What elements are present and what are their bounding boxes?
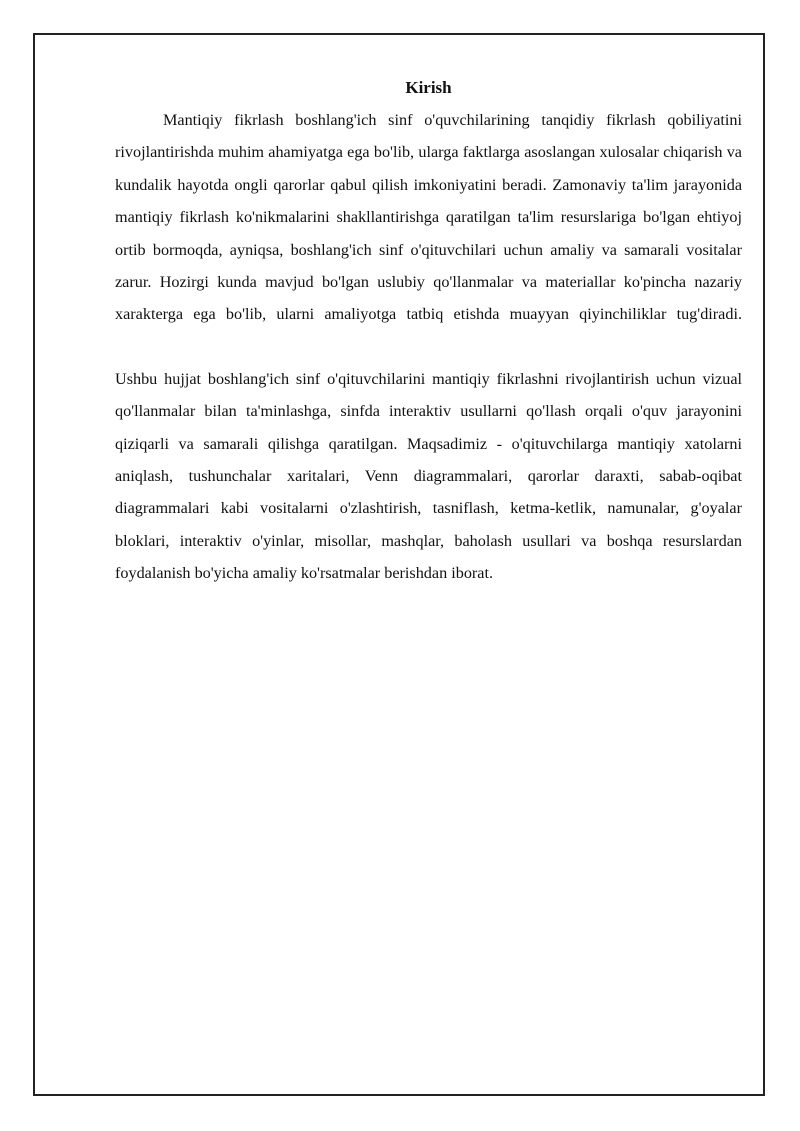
paragraph-spacer xyxy=(115,331,742,363)
document-title: Kirish xyxy=(405,78,452,97)
paragraph-intro: Mantiqiy fikrlash boshlang'ich sinf o'quvchilarining tanqidiy fikrlash qobiliyatini rivojlantirishda muhim ahamiyatga ega bo'lib, ularga faktlarga asoslangan xulosalar chiqarish va kundalik hayotda ongli qarorlar qabul qilish imkoniyatini beradi. Zamonaviy ta'lim jarayonida mantiqiy fikrlash ko'nikmalarini shakllantirishga qaratilgan ta'lim resurslariga bo'lgan ehtiyoj ortib bormoqda, ayniqsa, boshlang'ich sinf o'qituvchilari uchun amaliy va samarali vositalar zarur. Hozirgi kunda mavjud bo'lgan uslubiy qo'llanmalar va materiallar ko'pincha nazariy xarakterga ega bo'lib, ularni amaliyotga tatbiq etishda muayyan qiyinchiliklar tug'diradi. xyxy=(115,111,742,324)
paragraph-purpose: Ushbu hujjat boshlang'ich sinf o'qituvchilarini mantiqiy fikrlashni rivojlantirish uchun vizual qo'llanmalar bilan ta'minlashga, sinfda interaktiv usullarni qo'llash orqali o'quv jarayonini qiziqarli va samarali qilishga qaratilgan. Maqsadimiz - o'qituvchilarga mantiqiy xatolarni aniqlash, tushunchalar xaritalari, Venn diagrammalari, qarorlar daraxti, sabab-oqibat diagrammalari kabi vositalarni o'zlashtirish, tasniflash, ketma-ketlik, namunalar, g'oyalar bloklari, interaktiv o'yinlar, misollar, mashqlar, baholash usullari va boshqa resurslardan foydalanish bo'yicha amaliy ko'rsatmalar berishdan iborat. xyxy=(115,369,742,583)
document-body xyxy=(115,72,742,590)
